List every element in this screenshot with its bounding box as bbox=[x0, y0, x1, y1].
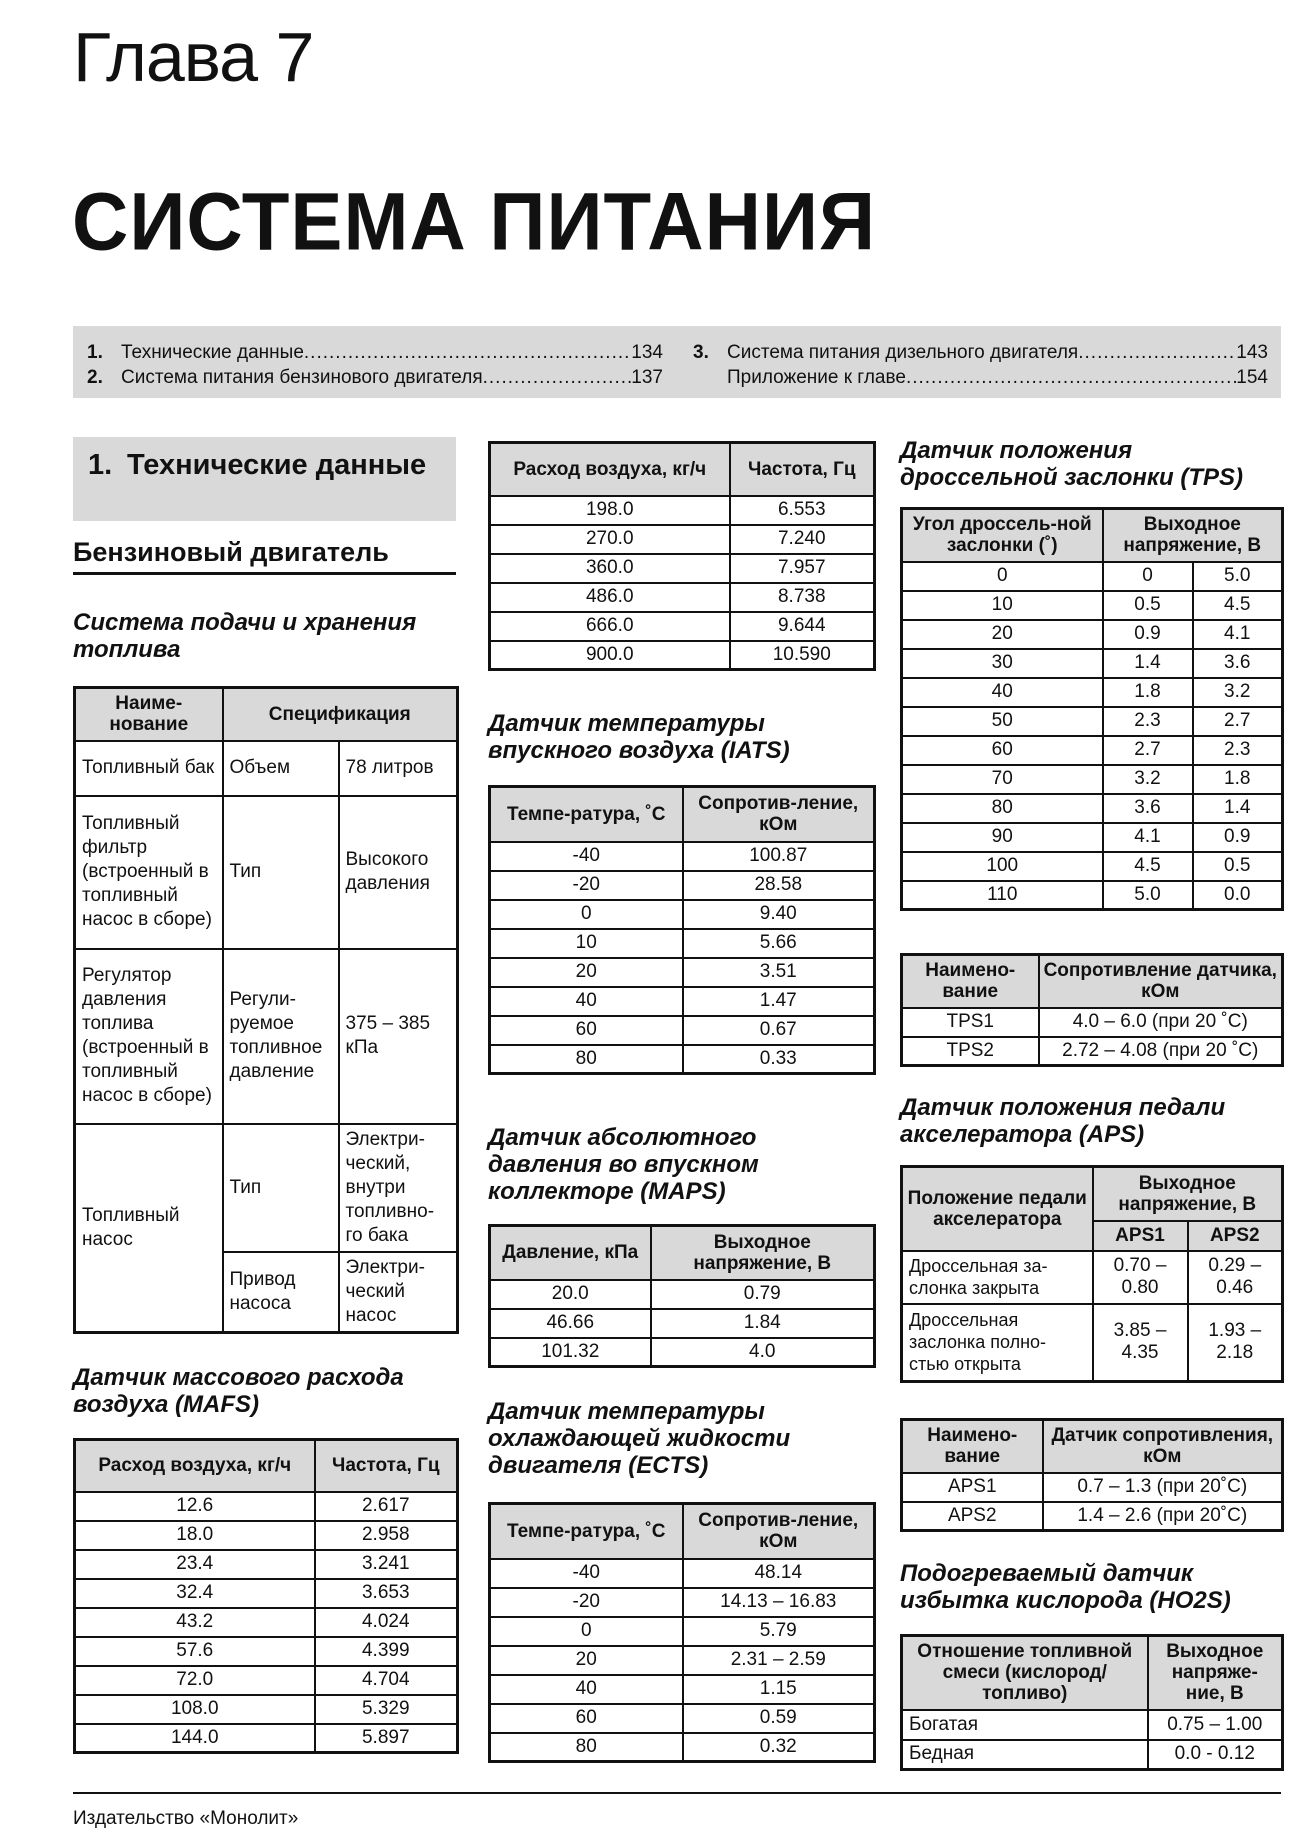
table-cell: 10 bbox=[490, 929, 683, 958]
table-cell: 10 bbox=[902, 591, 1103, 620]
table-row bbox=[902, 881, 1283, 910]
table-row bbox=[490, 1559, 875, 1588]
table-header: Расход воздуха, кг/ч bbox=[75, 1440, 315, 1492]
toc-leader-dots bbox=[1078, 340, 1236, 365]
table-cell: 3.2 bbox=[1103, 765, 1193, 794]
table-cell: 198.0 bbox=[490, 496, 730, 525]
table-cell: 10.590 bbox=[730, 641, 875, 670]
table-row bbox=[902, 591, 1283, 620]
table-cell: 20 bbox=[902, 620, 1103, 649]
table-cell: 0.7 – 1.3 (при 20˚C) bbox=[1043, 1473, 1283, 1502]
table-row bbox=[902, 852, 1283, 881]
table-row bbox=[75, 1492, 458, 1521]
table-cell: 80 bbox=[490, 1045, 683, 1074]
table-cell: 4.5 bbox=[1193, 591, 1283, 620]
mafs-continued-table bbox=[488, 441, 876, 671]
table-cell: 2.72 – 4.08 (при 20 ˚C) bbox=[1039, 1037, 1283, 1066]
table-cell: 1.47 bbox=[683, 987, 875, 1016]
table-cell: 3.6 bbox=[1193, 649, 1283, 678]
table-cell: 46.66 bbox=[490, 1309, 651, 1338]
table-header: Частота, Гц bbox=[730, 443, 875, 496]
table-cell: 50 bbox=[902, 707, 1103, 736]
maps-title: Датчик абсолютного давления во впускном коллекторе (MAPS) bbox=[488, 1124, 759, 1205]
iats-title: Датчик температуры впускного воздуха (IATS) bbox=[488, 710, 790, 764]
table-cell: 1.15 bbox=[683, 1675, 875, 1704]
table-cell: TPS2 bbox=[902, 1037, 1039, 1066]
table-cell: 40 bbox=[490, 1675, 683, 1704]
table-row bbox=[490, 1646, 875, 1675]
table-cell: 2.31 – 2.59 bbox=[683, 1646, 875, 1675]
table-row bbox=[490, 554, 875, 583]
table-cell: Электри-ческий, внутри топливно-го бака bbox=[339, 1124, 458, 1252]
table-row bbox=[902, 765, 1283, 794]
table-row bbox=[75, 1579, 458, 1608]
table-row bbox=[902, 707, 1283, 736]
table-header: Отношение топливной смеси (кислород/топливо) bbox=[902, 1636, 1148, 1710]
table-row bbox=[902, 823, 1283, 852]
table-cell: 144.0 bbox=[75, 1724, 315, 1753]
table-cell: 3.85 – 4.35 bbox=[1093, 1304, 1188, 1382]
ho2s-title: Подогреваемый датчик избытка кислорода (HO2S) bbox=[900, 1560, 1231, 1614]
subsection-heading: Бензиновый двигатель bbox=[73, 537, 456, 575]
table-cell: 0 bbox=[490, 900, 683, 929]
table-cell: 4.024 bbox=[315, 1608, 458, 1637]
table-row bbox=[490, 583, 875, 612]
table-cell: 4.704 bbox=[315, 1666, 458, 1695]
table-cell: Высокого давления bbox=[339, 796, 458, 949]
toc-item-page: 137 bbox=[631, 367, 663, 388]
table-row bbox=[902, 562, 1283, 591]
table-cell: 8.738 bbox=[730, 583, 875, 612]
table-cell: 5.79 bbox=[683, 1617, 875, 1646]
aps-resistance-table bbox=[900, 1418, 1284, 1532]
table-cell: 0.33 bbox=[683, 1045, 875, 1074]
toc-item-page: 143 bbox=[1236, 342, 1268, 363]
table-cell: 0.59 bbox=[683, 1704, 875, 1733]
table-cell: 7.240 bbox=[730, 525, 875, 554]
maps-table bbox=[488, 1224, 876, 1368]
table-header: Выходное напряжение, В bbox=[651, 1226, 875, 1280]
table-cell: 80 bbox=[902, 794, 1103, 823]
table-header: APS2 bbox=[1188, 1221, 1283, 1251]
table-cell: 1.84 bbox=[651, 1309, 875, 1338]
chapter-label: Глава 7 bbox=[73, 18, 314, 96]
toc-item[interactable] bbox=[87, 365, 663, 390]
table-cell: 20 bbox=[490, 1646, 683, 1675]
ects-title: Датчик температуры охлаждающей жидкости двигателя (ECTS) bbox=[488, 1398, 791, 1479]
table-header: Темпе-ратура, ˚C bbox=[490, 1504, 683, 1559]
table-cell: 1.4 – 2.6 (при 20˚C) bbox=[1043, 1502, 1283, 1531]
table-row bbox=[902, 649, 1283, 678]
ects-table bbox=[488, 1502, 876, 1763]
table-cell: 1.8 bbox=[1103, 678, 1193, 707]
table-cell: Регули-руемое топливное давление bbox=[223, 949, 339, 1124]
chapter-title: СИСТЕМА ПИТАНИЯ bbox=[72, 174, 877, 268]
table-header: Сопротив-ление, кОм bbox=[683, 1504, 875, 1559]
table-row bbox=[490, 1704, 875, 1733]
table-cell: Топливный фильтр (встроенный в топливный насос в сборе) bbox=[75, 796, 223, 949]
table-header: Темпе-ратура, ˚C bbox=[490, 787, 683, 842]
table-cell: 6.553 bbox=[730, 496, 875, 525]
table-cell: 4.1 bbox=[1103, 823, 1193, 852]
table-cell: 1.4 bbox=[1193, 794, 1283, 823]
toc-item[interactable] bbox=[693, 365, 1268, 390]
table-row bbox=[75, 741, 458, 796]
mafs-table bbox=[73, 1438, 459, 1754]
table-row bbox=[75, 1724, 458, 1753]
table-cell: Богатая bbox=[902, 1710, 1148, 1740]
table-cell: 28.58 bbox=[683, 871, 875, 900]
toc-item-title: Приложение к главе bbox=[727, 367, 906, 388]
toc-item-title: Система питания бензинового двигателя bbox=[121, 367, 483, 388]
table-row bbox=[75, 1695, 458, 1724]
table-cell: Топливный бак bbox=[75, 741, 223, 796]
table-cell: 0.70 – 0.80 bbox=[1093, 1251, 1188, 1304]
tps-table bbox=[900, 507, 1284, 911]
table-row bbox=[902, 620, 1283, 649]
table-header: Наимено-вание bbox=[902, 1420, 1043, 1473]
table-cell: 5.0 bbox=[1193, 562, 1283, 591]
table-cell: 60 bbox=[490, 1016, 683, 1045]
table-header: Частота, Гц bbox=[315, 1440, 458, 1492]
table-cell: 375 – 385 кПа bbox=[339, 949, 458, 1124]
table-header: Положение педали акселератора bbox=[902, 1167, 1093, 1251]
table-cell: 2.958 bbox=[315, 1521, 458, 1550]
table-cell: 0 bbox=[1103, 562, 1193, 591]
table-header: Наимено-вание bbox=[902, 955, 1039, 1008]
ho2s-table bbox=[900, 1634, 1284, 1771]
table-cell: 0.0 bbox=[1193, 881, 1283, 910]
table-cell: 100.87 bbox=[683, 842, 875, 871]
table-cell: Дроссельная заслонка полно-стью открыта bbox=[902, 1304, 1093, 1382]
table-row bbox=[902, 678, 1283, 707]
table-cell: Регулятор давления топлива (встроенный в топливный насос в сборе) bbox=[75, 949, 223, 1124]
table-cell: 2.617 bbox=[315, 1492, 458, 1521]
table-row bbox=[75, 1550, 458, 1579]
table-cell: 57.6 bbox=[75, 1637, 315, 1666]
table-cell: 100 bbox=[902, 852, 1103, 881]
table-cell: -40 bbox=[490, 842, 683, 871]
table-header: APS1 bbox=[1093, 1221, 1188, 1251]
table-header: Сопротив-ление, кОм bbox=[683, 787, 875, 842]
table-cell: 4.5 bbox=[1103, 852, 1193, 881]
table-header: Расход воздуха, кг/ч bbox=[490, 443, 730, 496]
table-cell: 23.4 bbox=[75, 1550, 315, 1579]
table-row bbox=[75, 1608, 458, 1637]
table-row bbox=[490, 987, 875, 1016]
table-row bbox=[902, 1251, 1283, 1304]
table-cell: 666.0 bbox=[490, 612, 730, 641]
table-cell: 20 bbox=[490, 958, 683, 987]
tps-title: Датчик положения дроссельной заслонки (TPS) bbox=[900, 437, 1244, 491]
table-cell: 0.5 bbox=[1103, 591, 1193, 620]
table-header: Давление, кПа bbox=[490, 1226, 651, 1280]
table-cell: 5.897 bbox=[315, 1724, 458, 1753]
table-cell: 48.14 bbox=[683, 1559, 875, 1588]
table-row bbox=[490, 641, 875, 670]
table-cell: 9.644 bbox=[730, 612, 875, 641]
table-cell: 0.0 - 0.12 bbox=[1148, 1740, 1283, 1770]
table-row bbox=[490, 842, 875, 871]
toc-item-number: 2. bbox=[87, 367, 103, 388]
table-cell: 0.5 bbox=[1193, 852, 1283, 881]
table-cell: 101.32 bbox=[490, 1338, 651, 1367]
table-row bbox=[902, 1710, 1283, 1740]
table-cell: 0 bbox=[902, 562, 1103, 591]
table-cell: 7.957 bbox=[730, 554, 875, 583]
iats-table bbox=[488, 785, 876, 1075]
table-cell: 70 bbox=[902, 765, 1103, 794]
table-cell: 3.653 bbox=[315, 1579, 458, 1608]
table-cell: 3.6 bbox=[1103, 794, 1193, 823]
table-cell: 110 bbox=[902, 881, 1103, 910]
table-cell: 2.3 bbox=[1103, 707, 1193, 736]
table-cell: 60 bbox=[490, 1704, 683, 1733]
table-cell: 4.0 bbox=[651, 1338, 875, 1367]
table-cell: 1.93 – 2.18 bbox=[1188, 1304, 1283, 1382]
toc-item-page: 134 bbox=[631, 342, 663, 363]
table-header: Выходное напряжение, В bbox=[1103, 509, 1283, 562]
table-row bbox=[490, 525, 875, 554]
publisher-footer: Издательство «Монолит» bbox=[73, 1808, 299, 1829]
table-row bbox=[490, 1675, 875, 1704]
table-cell: TPS1 bbox=[902, 1008, 1039, 1037]
table-cell: 18.0 bbox=[75, 1521, 315, 1550]
toc-item[interactable] bbox=[87, 340, 663, 365]
table-cell: 1.4 bbox=[1103, 649, 1193, 678]
table-cell: 5.66 bbox=[683, 929, 875, 958]
toc-leader-dots bbox=[304, 340, 631, 365]
table-row bbox=[490, 1733, 875, 1762]
table-cell: 78 литров bbox=[339, 741, 458, 796]
table-cell: 2.7 bbox=[1103, 736, 1193, 765]
table-row bbox=[75, 1124, 458, 1252]
table-cell: 2.3 bbox=[1193, 736, 1283, 765]
table-cell: 270.0 bbox=[490, 525, 730, 554]
table-row bbox=[75, 796, 458, 949]
table-cell: 360.0 bbox=[490, 554, 730, 583]
table-row bbox=[902, 1304, 1283, 1382]
table-cell: -40 bbox=[490, 1559, 683, 1588]
table-of-contents bbox=[73, 326, 1281, 398]
table-cell: 0.9 bbox=[1193, 823, 1283, 852]
table-cell: 0.67 bbox=[683, 1016, 875, 1045]
table-cell: Тип bbox=[223, 796, 339, 949]
table-cell: -20 bbox=[490, 1588, 683, 1617]
table-row bbox=[75, 1521, 458, 1550]
table-row bbox=[902, 1473, 1283, 1502]
table-cell: 0.32 bbox=[683, 1733, 875, 1762]
table-cell: 4.399 bbox=[315, 1637, 458, 1666]
table-header: Выходное напряже-ние, В bbox=[1148, 1636, 1283, 1710]
table-header: Наиме-нование bbox=[75, 688, 223, 741]
table-row bbox=[902, 1502, 1283, 1531]
table-header: Датчик сопротивления, кОм bbox=[1043, 1420, 1283, 1473]
table-row bbox=[490, 1016, 875, 1045]
table-cell: 40 bbox=[902, 678, 1103, 707]
table-cell: Тип bbox=[223, 1124, 339, 1252]
table-cell: 0.9 bbox=[1103, 620, 1193, 649]
table-row bbox=[902, 1037, 1283, 1066]
toc-leader-dots bbox=[906, 365, 1236, 390]
table-cell: 3.2 bbox=[1193, 678, 1283, 707]
table-cell: 43.2 bbox=[75, 1608, 315, 1637]
toc-column-left bbox=[87, 340, 663, 390]
table-cell: 0.29 – 0.46 bbox=[1188, 1251, 1283, 1304]
mafs-title: Датчик массового расхода воздуха (MAFS) bbox=[73, 1364, 404, 1418]
toc-item-title: Система питания дизельного двигателя bbox=[727, 342, 1079, 363]
table-row bbox=[490, 1280, 875, 1309]
table-cell: -20 bbox=[490, 871, 683, 900]
table-row bbox=[490, 958, 875, 987]
table-cell: Объем bbox=[223, 741, 339, 796]
table-cell: 32.4 bbox=[75, 1579, 315, 1608]
table-cell: Электри-ческий насос bbox=[339, 1252, 458, 1333]
aps-table bbox=[900, 1165, 1284, 1383]
table-cell: Бедная bbox=[902, 1740, 1148, 1770]
table-cell: 2.7 bbox=[1193, 707, 1283, 736]
table-cell: 108.0 bbox=[75, 1695, 315, 1724]
toc-column-right bbox=[693, 340, 1268, 390]
table-cell: 9.40 bbox=[683, 900, 875, 929]
table-cell: APS2 bbox=[902, 1502, 1043, 1531]
table-row bbox=[490, 929, 875, 958]
table-cell: 90 bbox=[902, 823, 1103, 852]
table-cell: 1.8 bbox=[1193, 765, 1283, 794]
table-row bbox=[490, 1309, 875, 1338]
table-row bbox=[75, 1666, 458, 1695]
table-row bbox=[490, 1338, 875, 1367]
table-cell: Дроссельная за-слонка закрыта bbox=[902, 1251, 1093, 1304]
fuel-system-table bbox=[73, 686, 459, 1334]
table-cell: 14.13 – 16.83 bbox=[683, 1588, 875, 1617]
table-row bbox=[902, 1740, 1283, 1770]
toc-item-title: Технические данные bbox=[121, 342, 304, 363]
table-header: Сопротивление датчика, кОм bbox=[1039, 955, 1283, 1008]
table-header: Спецификация bbox=[223, 688, 458, 741]
table-cell: 5.329 bbox=[315, 1695, 458, 1724]
table-cell: 0.75 – 1.00 bbox=[1148, 1710, 1283, 1740]
table-cell: 0 bbox=[490, 1617, 683, 1646]
section-number: 1. bbox=[88, 449, 113, 481]
table-cell: 40 bbox=[490, 987, 683, 1016]
table-header: Выходное напряжение, В bbox=[1093, 1167, 1283, 1221]
table-cell: 3.51 bbox=[683, 958, 875, 987]
table-cell: 20.0 bbox=[490, 1280, 651, 1309]
table-cell: 60 bbox=[902, 736, 1103, 765]
table-row bbox=[490, 1045, 875, 1074]
toc-item-number: 1. bbox=[87, 342, 103, 363]
table-cell: 3.241 bbox=[315, 1550, 458, 1579]
table-cell: 900.0 bbox=[490, 641, 730, 670]
toc-leader-dots bbox=[483, 365, 632, 390]
table-cell: 5.0 bbox=[1103, 881, 1193, 910]
table-cell: 4.1 bbox=[1193, 620, 1283, 649]
table-row bbox=[490, 871, 875, 900]
table-cell: 30 bbox=[902, 649, 1103, 678]
table-row bbox=[490, 496, 875, 525]
table-row bbox=[902, 1008, 1283, 1037]
toc-item[interactable] bbox=[693, 340, 1268, 365]
table-row bbox=[490, 1617, 875, 1646]
tps-resistance-table bbox=[900, 953, 1284, 1067]
aps-title: Датчик положения педали акселератора (APS) bbox=[900, 1094, 1226, 1148]
table-row bbox=[490, 1588, 875, 1617]
table-row bbox=[75, 949, 458, 1124]
footer-divider bbox=[73, 1792, 1281, 1794]
table-cell: 72.0 bbox=[75, 1666, 315, 1695]
table-cell: 0.79 bbox=[651, 1280, 875, 1309]
fuel-system-title: Система подачи и хранения топлива bbox=[73, 609, 417, 663]
table-cell: Привод насоса bbox=[223, 1252, 339, 1333]
table-row bbox=[490, 612, 875, 641]
table-row bbox=[75, 1637, 458, 1666]
table-cell: APS1 bbox=[902, 1473, 1043, 1502]
table-row bbox=[902, 794, 1283, 823]
toc-item-number: 3. bbox=[693, 342, 709, 363]
table-cell: 4.0 – 6.0 (при 20 ˚C) bbox=[1039, 1008, 1283, 1037]
table-cell: 80 bbox=[490, 1733, 683, 1762]
section-title: Технические данные bbox=[127, 449, 427, 481]
table-cell: 12.6 bbox=[75, 1492, 315, 1521]
toc-item-page: 154 bbox=[1236, 367, 1268, 388]
table-header: Угол дроссель-ной заслонки (˚) bbox=[902, 509, 1103, 562]
section-heading bbox=[73, 437, 456, 521]
table-row bbox=[490, 900, 875, 929]
table-cell: Топливный насос bbox=[75, 1124, 223, 1333]
table-cell: 486.0 bbox=[490, 583, 730, 612]
table-row bbox=[902, 736, 1283, 765]
